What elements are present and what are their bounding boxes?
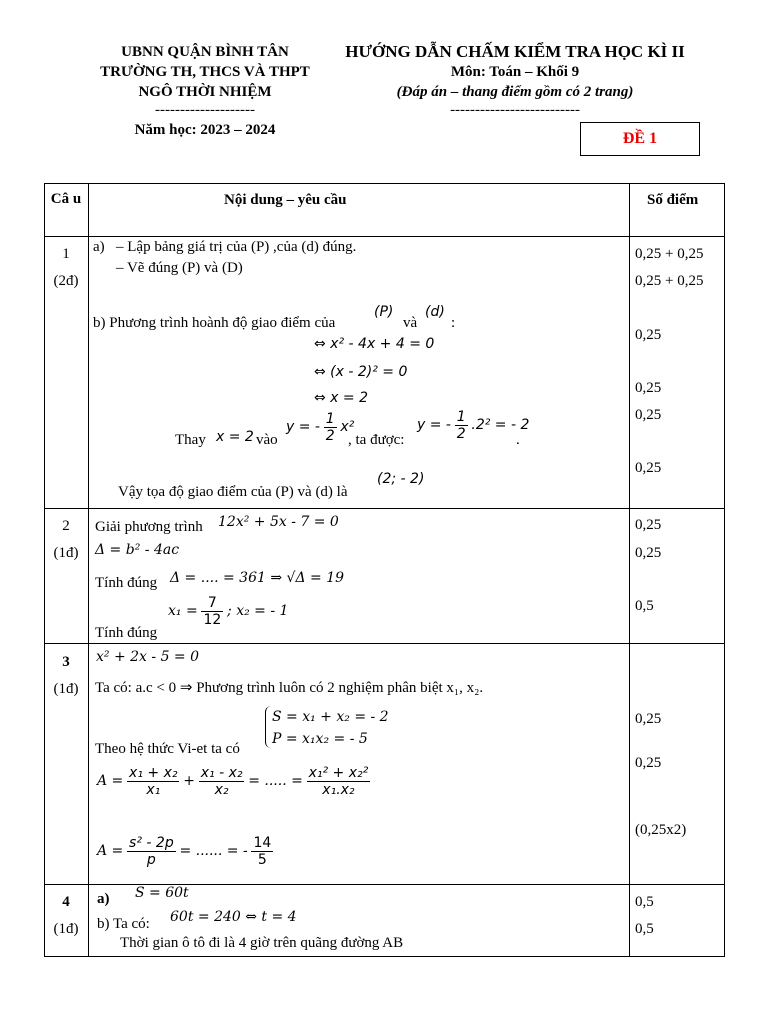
page-note: (Đáp án – thang điểm gồm có 2 trang) [396, 84, 634, 100]
q4-score-1: 0,5 [635, 894, 654, 910]
q1-a-line1: – Lập bảng giá trị của (P) ,của (d) đúng. [116, 239, 357, 255]
subject: Môn: Toán – Khối 9 [450, 64, 580, 80]
q1-score-5: 0,25 [635, 407, 662, 423]
q3-score-2: 0,25 [635, 755, 662, 771]
q1-ta-duoc: , ta được: [348, 432, 405, 448]
q2-score-1: 0,25 [635, 517, 662, 533]
q1-b-P: (P) [374, 304, 394, 320]
q3-ac-text: Ta có: a.c < 0 ⇒ Phương trình luôn có 2 nghiệm phân biệt x₁, x₂. [95, 680, 484, 696]
q1-y-formula [286, 411, 354, 444]
q4-a-eq: S = 60t [135, 885, 189, 901]
q1-b-text: b) Phương trình hoành độ giao điểm của [93, 315, 336, 331]
q4-points: (1đ) [53, 921, 79, 937]
right-dashes: -------------------------- [450, 102, 580, 118]
q3-score-3: (0,25x2) [635, 822, 687, 838]
q2-solve: Giải phương trình [95, 519, 203, 535]
q1-b-colon: : [451, 315, 456, 331]
q2-score-2: 0,25 [635, 545, 662, 561]
row-divider [44, 643, 725, 644]
q1-vao: vào [256, 432, 278, 448]
q2-equation: 12x² + 5x - 7 = 0 [218, 514, 339, 530]
q1-thay: Thay [175, 432, 206, 448]
col-divider [88, 183, 89, 957]
q3-A-frac2: $\frac{\text{x₁ - x₂}}{\text{x₂}}$ [200, 765, 243, 798]
q2-score-3: 0,5 [635, 598, 654, 614]
q1-conclusion: Vậy tọa độ giao điểm của (P) và (d) là [118, 484, 348, 500]
q2-delta-calc: Δ = .... = 361 ⇒ √Δ = 19 [170, 570, 345, 586]
q1-y-calc [417, 409, 529, 442]
q1-b-d: (d) [425, 304, 445, 320]
q2-points: (1đ) [53, 545, 79, 561]
q1-score-4: 0,25 [635, 380, 662, 396]
q3-system-brace [265, 706, 271, 748]
q1-score-1: 0,25 + 0,25 [635, 246, 704, 262]
col-divider [629, 183, 630, 957]
q3-vieta: Theo hệ thức Vi-et ta có [95, 741, 240, 757]
q1-y-eq2: y = - [417, 416, 451, 433]
district-name: UBNN QUẬN BÌNH TÂN [121, 44, 289, 60]
table-border-left [44, 183, 45, 957]
header-right [330, 42, 700, 118]
q4-b-eq: 60t = 240 ⇔ t = 4 [170, 909, 297, 925]
q3-score-1: 0,25 [635, 711, 662, 727]
q4-score-2: 0,5 [635, 921, 654, 937]
school-year: Năm học: 2023 – 2024 [134, 122, 276, 138]
q1-eq1: ⇔ x² - 4x + 4 = 0 [314, 336, 435, 352]
q2-number: 2 [62, 518, 70, 534]
header-left [60, 42, 350, 140]
q2-x2: ; x₂ = - 1 [227, 602, 289, 619]
q4-number: 4 [62, 894, 70, 910]
q1-eq3: ⇔ x = 2 [314, 390, 369, 406]
q3-A2-expression: A = $\frac{\text{s² - 2p}}{p}$ = ...... = - $\frac{14}{5}$ [97, 835, 272, 868]
row-divider [44, 236, 725, 237]
q3-A-frac1: $\frac{\text{x₁ + x₂}}{\text{x₁}}$ [129, 765, 178, 798]
q1-a-line2: – Vẽ đúng (P) và (D) [116, 260, 243, 276]
q2-roots [168, 595, 288, 628]
q2-tinh-dung-1: Tính đúng [95, 575, 158, 591]
q3-points: (1đ) [53, 681, 79, 697]
q4-a-label: a) [97, 891, 110, 907]
q1-eq2: ⇔ (x - 2)² = 0 [314, 364, 408, 380]
q2-x1-frac: $\frac{7}{12}$ [203, 595, 222, 628]
q3-P-eq: P = x₁x₂ = - 5 [272, 731, 368, 747]
q2-tinh-dung-2: Tính đúng [95, 625, 158, 641]
q3-A-expression: A = $\frac{\text{x₁ + x₂}}{\text{x₁}}$ + $\frac{\text{x₁ - x₂}}{\text{x₂}}$ = ..... = $\frac{\text{x₁² + x₂²}}{\text{x₁.x₂}}$ [97, 765, 369, 798]
q3-A-frac3: $\frac{\text{x₁² + x₂²}}{\text{x₁.x₂}}$ [308, 765, 369, 798]
q1-a-label: a) [93, 239, 105, 255]
q1-period: . [516, 432, 520, 448]
q1-frac: $\frac{1}{2}$ [325, 411, 335, 444]
table-border-top [44, 183, 725, 184]
q1-frac2: $\frac{1}{2}$ [456, 409, 466, 442]
col-header-score: Số điểm [647, 192, 699, 208]
left-dashes: -------------------- [155, 102, 255, 118]
q1-number: 1 [62, 246, 70, 262]
q4-b-label: b) Ta có: [97, 916, 150, 932]
school-name-line2: NGÔ THỜI NHIỆM [138, 84, 272, 100]
table-border-right [724, 183, 725, 957]
school-name-line1: TRƯỜNG TH, THCS VÀ THPT [100, 64, 310, 80]
q3-number: 3 [62, 654, 70, 670]
doc-title: HƯỚNG DẪN CHẤM KIỂM TRA HỌC KÌ II [345, 42, 685, 61]
q1-x-eq: x = 2 [216, 429, 254, 445]
q3-A2-frac: $\frac{\text{s² - 2p}}{p}$ [129, 835, 174, 868]
q2-delta: Δ = b² - 4ac [95, 542, 180, 558]
q1-y-eq: y = - [286, 418, 320, 435]
q1-score-2: 0,25 + 0,25 [635, 273, 704, 289]
col-header-question: Câ u [50, 191, 82, 207]
q3-equation: x² + 2x - 5 = 0 [96, 649, 200, 665]
q4-b-text: Thời gian ô tô đi là 4 giờ trên quãng đường AB [120, 935, 404, 951]
q3-S-eq: S = x₁ + x₂ = - 2 [272, 709, 389, 725]
q1-point: (2; - 2) [377, 471, 425, 487]
answer-table [44, 183, 725, 957]
exam-code-box: ĐỀ 1 [580, 122, 700, 156]
q1-b-va: và [403, 315, 418, 331]
q1-calc: .2² = - 2 [471, 416, 530, 433]
q3-A2-result: $\frac{14}{5}$ [253, 835, 272, 868]
q1-score-3: 0,25 [635, 327, 662, 343]
q1-score-6: 0,25 [635, 460, 662, 476]
q2-x1-label: x₁ = [168, 602, 198, 619]
table-border-bottom [44, 956, 725, 957]
col-header-content: Nội dung – yêu cầu [224, 192, 347, 208]
row-divider [44, 508, 725, 509]
q1-x2: x² [340, 418, 355, 435]
q1-points: (2đ) [53, 273, 79, 289]
